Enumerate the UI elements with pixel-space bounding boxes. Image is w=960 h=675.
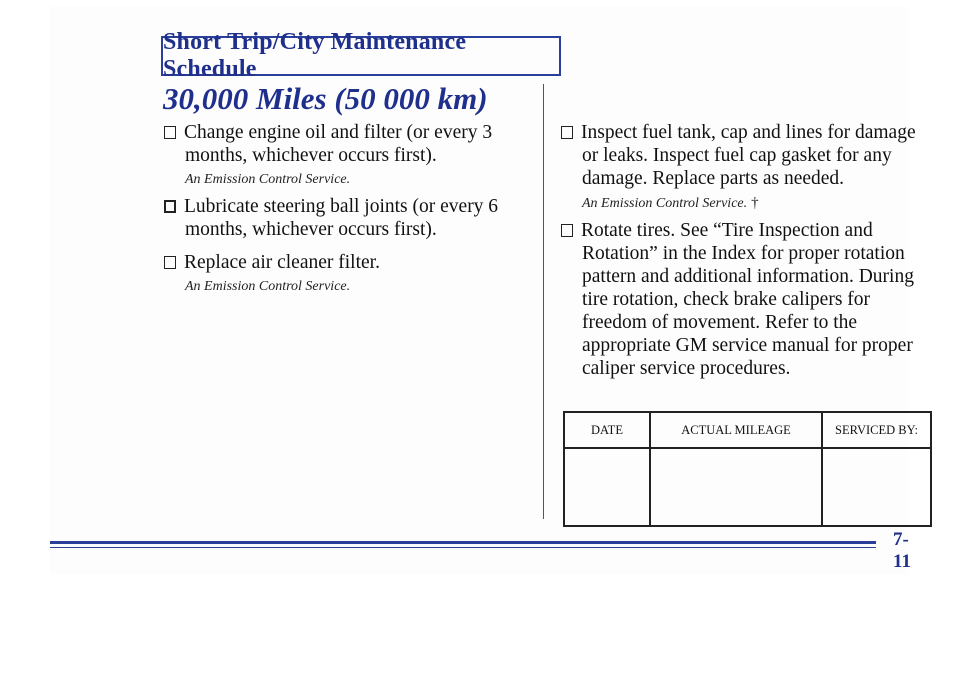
section-title-box [161,29,561,82]
item-text: Change engine oil and filter (or every 3 months, whichever occurs first). [184,122,493,166]
item-note: An Emission Control Service. [185,279,351,294]
interval-heading: 30,000 Miles (50 000 km) [163,81,488,116]
list-item [164,195,504,241]
checkbox-icon[interactable] [164,126,176,139]
item-text: Lubricate steering ball joints (or every 6 months, whichever occurs first). [184,196,499,240]
page-number: 7-11 [893,529,911,572]
column-divider [543,84,544,519]
list-item [164,251,504,296]
header-actual-mileage: ACTUAL MILEAGE [650,412,822,448]
date-cell[interactable] [564,448,650,526]
serviced-by-cell[interactable] [822,448,931,526]
checkbox-icon[interactable] [164,256,176,269]
service-record-table [563,411,932,527]
table-header-row [564,412,931,448]
table-row [564,448,931,526]
item-note [561,194,931,213]
list-item [561,121,931,213]
mileage-cell[interactable] [650,448,822,526]
dagger-mark: † [751,195,759,211]
footer-rule [50,541,876,544]
right-column [561,121,931,380]
item-text: Rotate tires. See “Tire Inspection and Rotation” in the Index for proper rotation pattern and additional information. During tire rotation, check brake calipers for freedom of movement. Refer to the appropriate GM service manual for proper caliper service procedures. [581,220,914,379]
manual-page [50,6,918,574]
list-item [164,121,504,189]
list-item [561,219,931,380]
item-note: An Emission Control Service. [185,172,351,187]
item-text: Replace air cleaner filter. [184,252,380,273]
footer-rule-thin [50,547,876,548]
checkbox-icon[interactable] [561,224,573,237]
header-serviced-by: SERVICED BY: [822,412,931,448]
checkbox-icon[interactable] [164,200,176,213]
item-text: Inspect fuel tank, cap and lines for damage or leaks. Inspect fuel cap gasket for any damage. Replace parts as needed. [581,122,916,189]
header-date: DATE [564,412,650,448]
section-title: Short Trip/City Maintenance Schedule [163,29,467,82]
note-text: An Emission Control Service. [582,196,748,211]
checkbox-icon[interactable] [561,126,573,139]
left-column [164,121,504,302]
